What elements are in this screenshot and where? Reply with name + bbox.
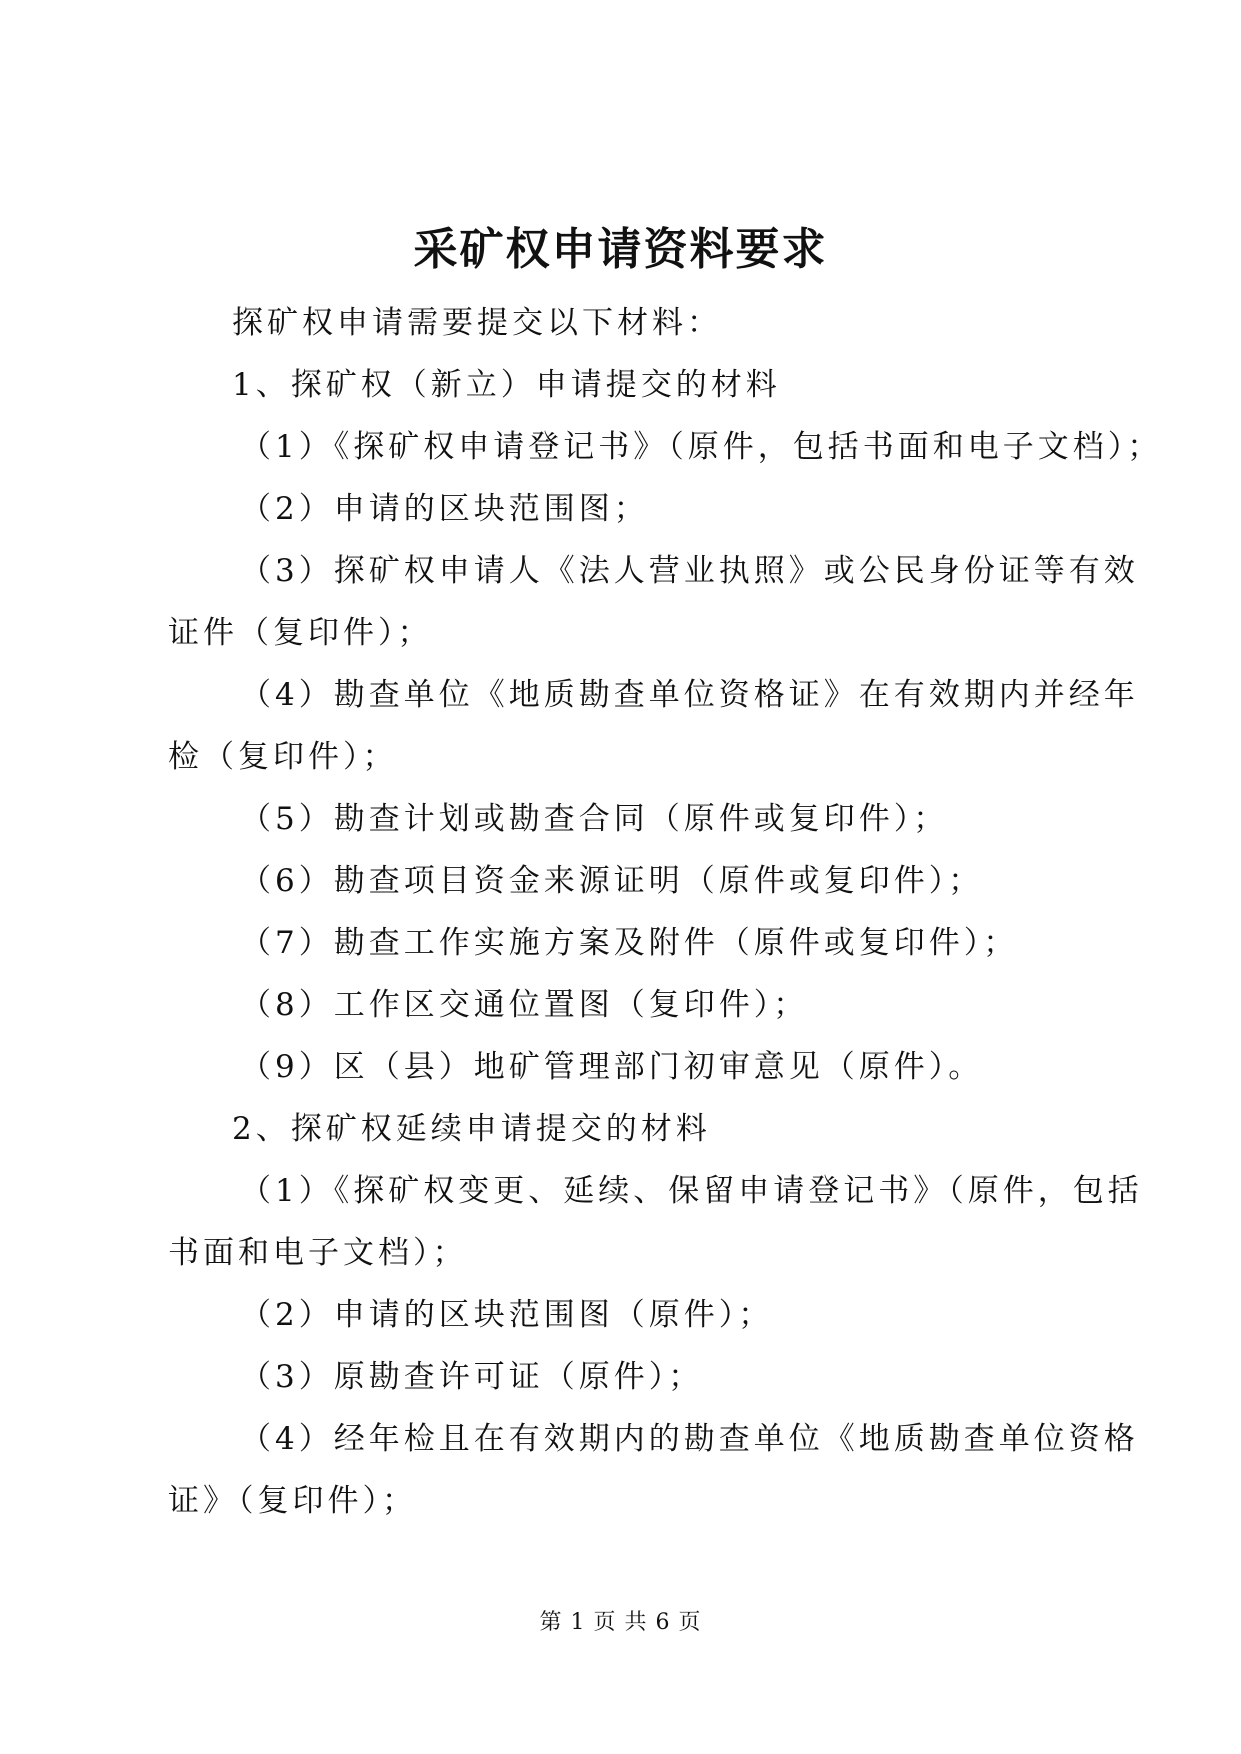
- paragraph: （4）经年检且在有效期内的勘查单位《地质勘查单位资格: [240, 1421, 1139, 1457]
- paragraph: 1、探矿权（新立）申请提交的材料: [232, 367, 781, 403]
- document-body: [168, 292, 1163, 1532]
- paragraph: （2）申请的区块范围图；: [240, 491, 649, 527]
- paragraph: 证》（复印件）；: [168, 1483, 417, 1519]
- paragraph: 2、探矿权延续申请提交的材料: [232, 1111, 711, 1147]
- paragraph: （3）探矿权申请人《法人营业执照》或公民身份证等有效: [240, 553, 1139, 589]
- paragraph: （8）工作区交通位置图（复印件）；: [240, 987, 809, 1023]
- paragraph: （1）《探矿权变更、延续、保留申请登记书》（原件，包括: [240, 1173, 1143, 1209]
- paragraph: 检（复印件）；: [168, 739, 398, 775]
- paragraph: （6）勘查项目资金来源证明（原件或复印件）；: [240, 863, 984, 899]
- paragraph: （4）勘查单位《地质勘查单位资格证》在有效期内并经年: [240, 677, 1139, 713]
- page-footer: 第 1 页 共 6 页: [539, 1610, 702, 1635]
- paragraph: （9）区（县）地矿管理部门初审意见（原件）。: [240, 1049, 984, 1085]
- paragraph: 证件（复印件）；: [168, 615, 433, 651]
- paragraph: 探矿权申请需要提交以下材料：: [232, 305, 722, 341]
- paragraph: （2）申请的区块范围图（原件）；: [240, 1297, 774, 1333]
- paragraph: （5）勘查计划或勘查合同（原件或复印件）；: [240, 801, 949, 837]
- paragraph: 书面和电子文档）；: [168, 1235, 468, 1271]
- paragraph: （1）《探矿权申请登记书》（原件，包括书面和电子文档）；: [240, 429, 1163, 465]
- paragraph: （7）勘查工作实施方案及附件（原件或复印件）；: [240, 925, 1019, 961]
- paragraph: （3）原勘查许可证（原件）；: [240, 1359, 704, 1395]
- document-title: 采矿权申请资料要求: [413, 224, 828, 275]
